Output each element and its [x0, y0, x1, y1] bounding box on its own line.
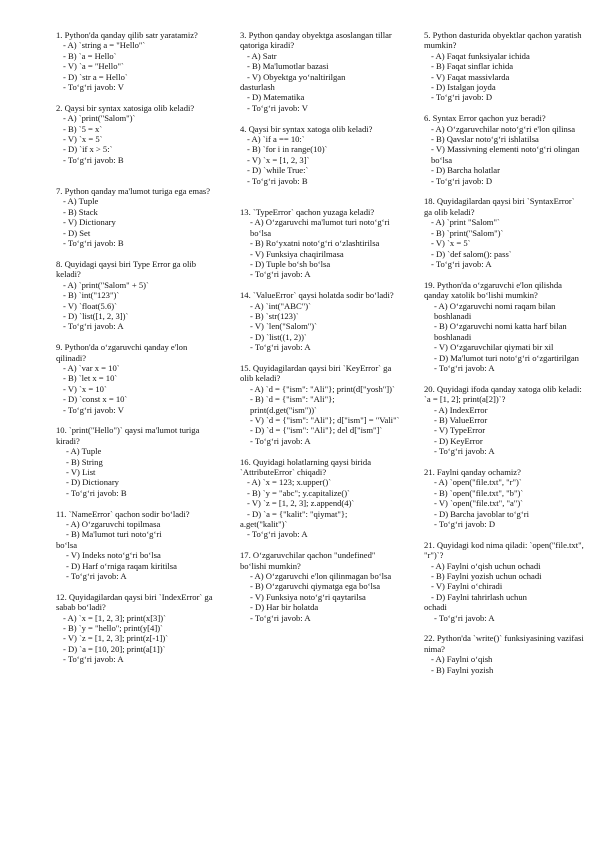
correct-answer: - To‘g‘ri javob: V: [63, 82, 124, 93]
question-10: [56, 425, 216, 498]
option-d: - D) KeyError: [434, 435, 483, 446]
question-17: [240, 550, 400, 623]
option-v: - V) Faylni o‘chiradi: [431, 581, 503, 592]
question-15: [240, 363, 400, 446]
option-a: - A) Tuple: [63, 196, 99, 207]
option-a: - A) Tuple: [66, 446, 102, 457]
option-d: - D) `list([1, 2, 3])`: [63, 310, 129, 321]
question-title: 7. Python qanday ma'lumot turiga ega emas?: [56, 186, 211, 197]
option-d: - D) Istalgan joyda: [431, 82, 496, 93]
option-v-wrap: dasturlash: [240, 82, 275, 93]
correct-answer: - To‘g‘ri javob: A: [250, 342, 311, 353]
option-a: - A) `string a = "Hello"`: [63, 40, 146, 51]
correct-answer: - To‘g‘ri javob: B: [66, 487, 127, 498]
option-v: - V) Obyektga yo‘naltirilgan: [247, 71, 346, 82]
option-d: - D) `if x > 5:`: [63, 144, 113, 155]
question-4: [240, 124, 400, 186]
option-d: - D) `a = {"kalit": "qiymat"};: [247, 508, 348, 519]
option-b: - B) O‘zgaruvchi nomi katta harf bilan boshlanadi: [434, 321, 567, 342]
option-v: - V) `x = [1, 2, 3]`: [247, 154, 310, 165]
option-v: - V) `z = [1, 2, 3]; z.append(4)`: [247, 498, 355, 509]
question-21: [424, 467, 584, 529]
option-a: - A) `print "Salom"`: [431, 217, 500, 228]
option-d: - D) `const x = 10`: [63, 394, 128, 405]
option-a: - A) O‘zgaruvchi ma'lumot turi noto‘g‘ri bo‘lsa: [250, 217, 390, 238]
correct-answer: - To‘g‘ri javob: D: [431, 175, 493, 186]
option-d: - D) `list((1, 2))`: [250, 331, 307, 342]
correct-answer: - To‘g‘ri javob: A: [431, 258, 492, 269]
option-b: - B) `let x = 10`: [63, 373, 118, 384]
correct-answer: - To‘g‘ri javob: D: [431, 92, 493, 103]
question-title: 11. `NameError` qachon sodir bo‘ladi?: [56, 508, 190, 519]
option-v: - V) `x = 5`: [431, 238, 471, 249]
question-19: [424, 280, 584, 374]
option-a: - A) Faylni o‘qish uchun ochadi: [431, 560, 541, 571]
option-d: - D) Barcha holatlar: [431, 165, 500, 176]
option-v: - V) `a = "Hello"`: [63, 61, 124, 72]
option-a: - A) Faylni o‘qish: [431, 654, 493, 665]
option-a: - A) IndexError: [434, 404, 488, 415]
option-d: - D) Ma'lumot turi noto‘g‘ri o‘zgartirilgan: [434, 352, 579, 363]
option-v: - V) Massivning elementi noto‘g‘ri olingan bo‘lsa: [431, 144, 580, 165]
question-title: 14. `ValueError` qaysi holatda sodir bo‘ladi?: [240, 290, 394, 301]
option-a: - A) O‘zgaruvchilar noto‘g‘ri e'lon qilinsa: [431, 123, 576, 134]
option-v: - V) Faqat massivlarda: [431, 71, 510, 82]
correct-answer: - To‘g‘ri javob: A: [66, 571, 127, 582]
question-11: [56, 509, 216, 582]
question-12: [56, 592, 216, 665]
option-a: - A) `int("ABC")`: [250, 300, 311, 311]
option-d: - D) `while True:`: [247, 165, 309, 176]
option-b: - B) `y = "abc"; y.capitalize()`: [247, 487, 350, 498]
correct-answer: - To‘g‘ri javob: A: [434, 362, 495, 373]
option-v: - V) `d = {"ism": "Ali"}; d["ism"] = "Vali"`: [250, 414, 400, 425]
option-d: - D) Set: [63, 227, 91, 238]
option-b: - B) Faqat sinflar ichida: [431, 61, 514, 72]
question-title: 3. Python qanday obyektga asoslangan tillar qatoriga kiradi?: [240, 30, 392, 51]
column-2: [240, 30, 400, 623]
option-d: - D) Har bir holatda: [250, 602, 319, 613]
option-a: - A) `x = [1, 2, 3]; print(x[3])`: [63, 612, 166, 623]
option-v: - V) `float(5.6)`: [63, 300, 118, 311]
option-v: - V) `x = 5`: [63, 134, 103, 145]
option-b: - B) `a = Hello`: [63, 50, 117, 61]
question-6: [424, 113, 584, 186]
correct-answer: - To‘g‘ri javob: A: [434, 446, 495, 457]
option-b: - B) Ma'lumotlar bazasi: [247, 61, 329, 72]
question-8: [56, 259, 216, 332]
option-d: - D) `a = [10, 20]; print(a[1])`: [63, 643, 166, 654]
option-b: - B) `y = "hello"; print(y[4])`: [63, 623, 163, 634]
option-b: - B) `str(123)`: [250, 310, 299, 321]
option-a: - A) Satr: [247, 50, 277, 61]
option-d: - D) Harf o‘rniga raqam kiritilsa: [66, 560, 177, 571]
option-b: - B) Qavslar noto‘g‘ri ishlatilsa: [431, 134, 539, 145]
question-title: 15. Quyidagilardan qaysi biri `KeyError` ga olib keladi?: [240, 362, 392, 384]
correct-answer: - To‘g‘ri javob: V: [63, 404, 124, 415]
option-d: - D) Dictionary: [66, 477, 119, 488]
option-d: - D) `d = {"ism": "Ali"}; del d["ism"]`: [250, 425, 383, 436]
option-v: - V) List: [66, 466, 96, 477]
option-v: - V) Indeks noto‘g‘ri bo‘lsa: [66, 550, 161, 561]
option-a: - A) `print("Salom" + 5)`: [63, 279, 149, 290]
question-21b: [424, 540, 584, 623]
question-1: [56, 30, 216, 92]
question-22: [424, 633, 584, 675]
option-v: - V) `len("Salom")`: [250, 321, 317, 332]
option-b: - B) `int("123")`: [63, 290, 120, 301]
option-b: - B) `d = {"ism": "Ali"}; print(d.get("ism"))`: [250, 394, 335, 415]
question-title: 21. Quyidagi kod nima qiladi: `open("file.txt", "r")`?: [424, 539, 584, 561]
question-title: 17. O‘zgaruvchilar qachon "undefined" bo‘lishi mumkin?: [240, 550, 376, 571]
correct-answer: - To‘g‘ri javob: D: [434, 519, 496, 530]
option-b: - B) `for i in range(10)`: [247, 144, 328, 155]
option-v: - V) O‘zgaruvchilar qiymati bir xil: [434, 342, 554, 353]
option-v: - V) Funksiya noto‘g‘ri qaytarilsa: [250, 591, 366, 602]
option-b: - B) Faylni yozish uchun ochadi: [431, 571, 542, 582]
option-b: - B) ValueError: [434, 414, 488, 425]
correct-answer: - To‘g‘ri javob: V: [247, 102, 308, 113]
option-a: - A) `open("file.txt", "r")`: [434, 477, 522, 488]
option-d: - D) Tuple bo‘sh bo‘lsa: [250, 258, 331, 269]
question-title: 10. `print("Hello")` qaysi ma'lumot turiga kiradi?: [56, 425, 200, 446]
question-5: [424, 30, 584, 103]
option-d-wrap: ochadi: [424, 602, 447, 613]
option-d: - D) Barcha javoblar to‘g‘ri: [434, 508, 529, 519]
question-20: [424, 384, 584, 457]
question-title: 2. Qaysi bir syntax xatosiga olib keladi?: [56, 102, 195, 113]
option-b: - B) `print("Salom")`: [431, 227, 504, 238]
question-7: [56, 186, 216, 248]
option-a: - A) `print("Salom")`: [63, 113, 136, 124]
correct-answer: - To‘g‘ri javob: A: [63, 321, 124, 332]
question-title: 6. Syntax Error qachon yuz beradi?: [424, 113, 546, 124]
question-title: 19. Python'da o‘zgaruvchi e'lon qilishda qanday xatolik bo‘lishi mumkin?: [424, 279, 562, 301]
question-title: 18. Quyidagilardan qaysi biri `SyntaxError` ga olib keladi?: [424, 196, 575, 217]
option-d: - D) `def salom(): pass`: [431, 248, 512, 259]
column-3: [424, 30, 584, 675]
option-a: - A) O‘zgaruvchi nomi raqam bilan boshlanadi: [434, 300, 556, 321]
correct-answer: - To‘g‘ri javob: A: [247, 529, 308, 540]
option-a: - A) `var x = 10`: [63, 362, 120, 373]
correct-answer: - To‘g‘ri javob: A: [250, 435, 311, 446]
question-title: 4. Qaysi bir syntax xatoga olib keladi?: [240, 123, 373, 134]
correct-answer: - To‘g‘ri javob: B: [247, 175, 308, 186]
correct-answer: - To‘g‘ri javob: A: [434, 612, 495, 623]
option-b: - B) Ma'lumot turi noto‘g‘ri: [66, 529, 162, 540]
option-a: - A) O‘zgaruvchi e'lon qilinmagan bo‘lsa: [250, 571, 392, 582]
correct-answer: - To‘g‘ri javob: A: [250, 612, 311, 623]
option-b: - B) Stack: [63, 206, 98, 217]
question-title: 8. Quyidagi qaysi biri Type Error ga olib keladi?: [56, 258, 197, 280]
correct-answer: - To‘g‘ri javob: A: [63, 654, 124, 665]
question-title: 9. Python'da o‘zgaruvchi qanday e'lon qilinadi?: [56, 342, 188, 363]
option-d: - D) Faylni tahrirlash uchun: [431, 591, 527, 602]
question-16: [240, 457, 400, 540]
option-v: - V) `open("file.txt", "a")`: [434, 498, 524, 509]
question-13: [240, 207, 400, 280]
column-1: [56, 30, 216, 665]
option-a: - A) `d = {"ism": "Ali"}; print(d["yosh"])`: [250, 383, 395, 394]
question-9: [56, 342, 216, 415]
option-v: - V) TypeError: [434, 425, 486, 436]
question-title: 1. Python'da qanday qilib satr yaratamiz?: [56, 30, 198, 40]
document-page: [56, 30, 584, 830]
option-a: - A) `if a == 10:`: [247, 134, 305, 145]
option-b: - B) `open("file.txt", "b")`: [434, 487, 524, 498]
option-a: - A) `x = 123; x.upper()`: [247, 477, 332, 488]
option-d: - D) Matematika: [247, 92, 305, 103]
question-title: 13. `TypeError` qachon yuzaga keladi?: [240, 206, 375, 217]
question-3: [240, 30, 400, 113]
correct-answer: - To‘g‘ri javob: A: [250, 269, 311, 280]
question-title: 12. Quyidagilardan qaysi biri `IndexError` ga sabab bo‘ladi?: [56, 591, 213, 613]
question-title: 20. Quyidagi ifoda qanday xatoga olib keladi: `a = [1, 2]; print(a[2])`?: [424, 383, 582, 405]
question-title: 16. Quyidagi holatlarning qaysi birida `AttributeError` chiqadi?: [240, 456, 372, 477]
question-14: [240, 290, 400, 352]
option-b: - B) `5 = x`: [63, 123, 103, 134]
option-v: - V) `z = [1, 2, 3]; print(z[-1])`: [63, 633, 169, 644]
option-v: - V) Dictionary: [63, 217, 116, 228]
question-title: 5. Python dasturida obyektlar qachon yaratish mumkin?: [424, 30, 582, 51]
question-title: 22. Python'da `write()` funksiyasining vazifasi nima?: [424, 633, 584, 654]
option-b: - B) Ro‘yxatni noto‘g‘ri o‘zlashtirilsa: [250, 238, 380, 249]
option-b: - B) O‘zgaruvchi qiymatga ega bo‘lsa: [250, 581, 381, 592]
option-d-wrap: a.get("kalit")`: [240, 519, 288, 530]
option-v: - V) `x = 10`: [63, 383, 107, 394]
option-d: - D) `str a = Hello`: [63, 71, 128, 82]
option-a: - A) Faqat funksiyalar ichida: [431, 50, 530, 61]
option-a: - A) O‘zgaruvchi topilmasa: [66, 519, 161, 529]
correct-answer: - To‘g‘ri javob: B: [63, 238, 124, 249]
question-18: [424, 196, 584, 269]
option-b: - B) String: [66, 456, 103, 467]
option-b-wrap: bo‘lsa: [56, 539, 78, 550]
option-v: - V) Funksiya chaqirilmasa: [250, 248, 344, 259]
question-title: 21. Faylni qanday ochamiz?: [424, 466, 521, 477]
question-2: [56, 103, 216, 165]
option-b: - B) Faylni yozish: [431, 664, 494, 675]
correct-answer: - To‘g‘ri javob: B: [63, 154, 124, 165]
